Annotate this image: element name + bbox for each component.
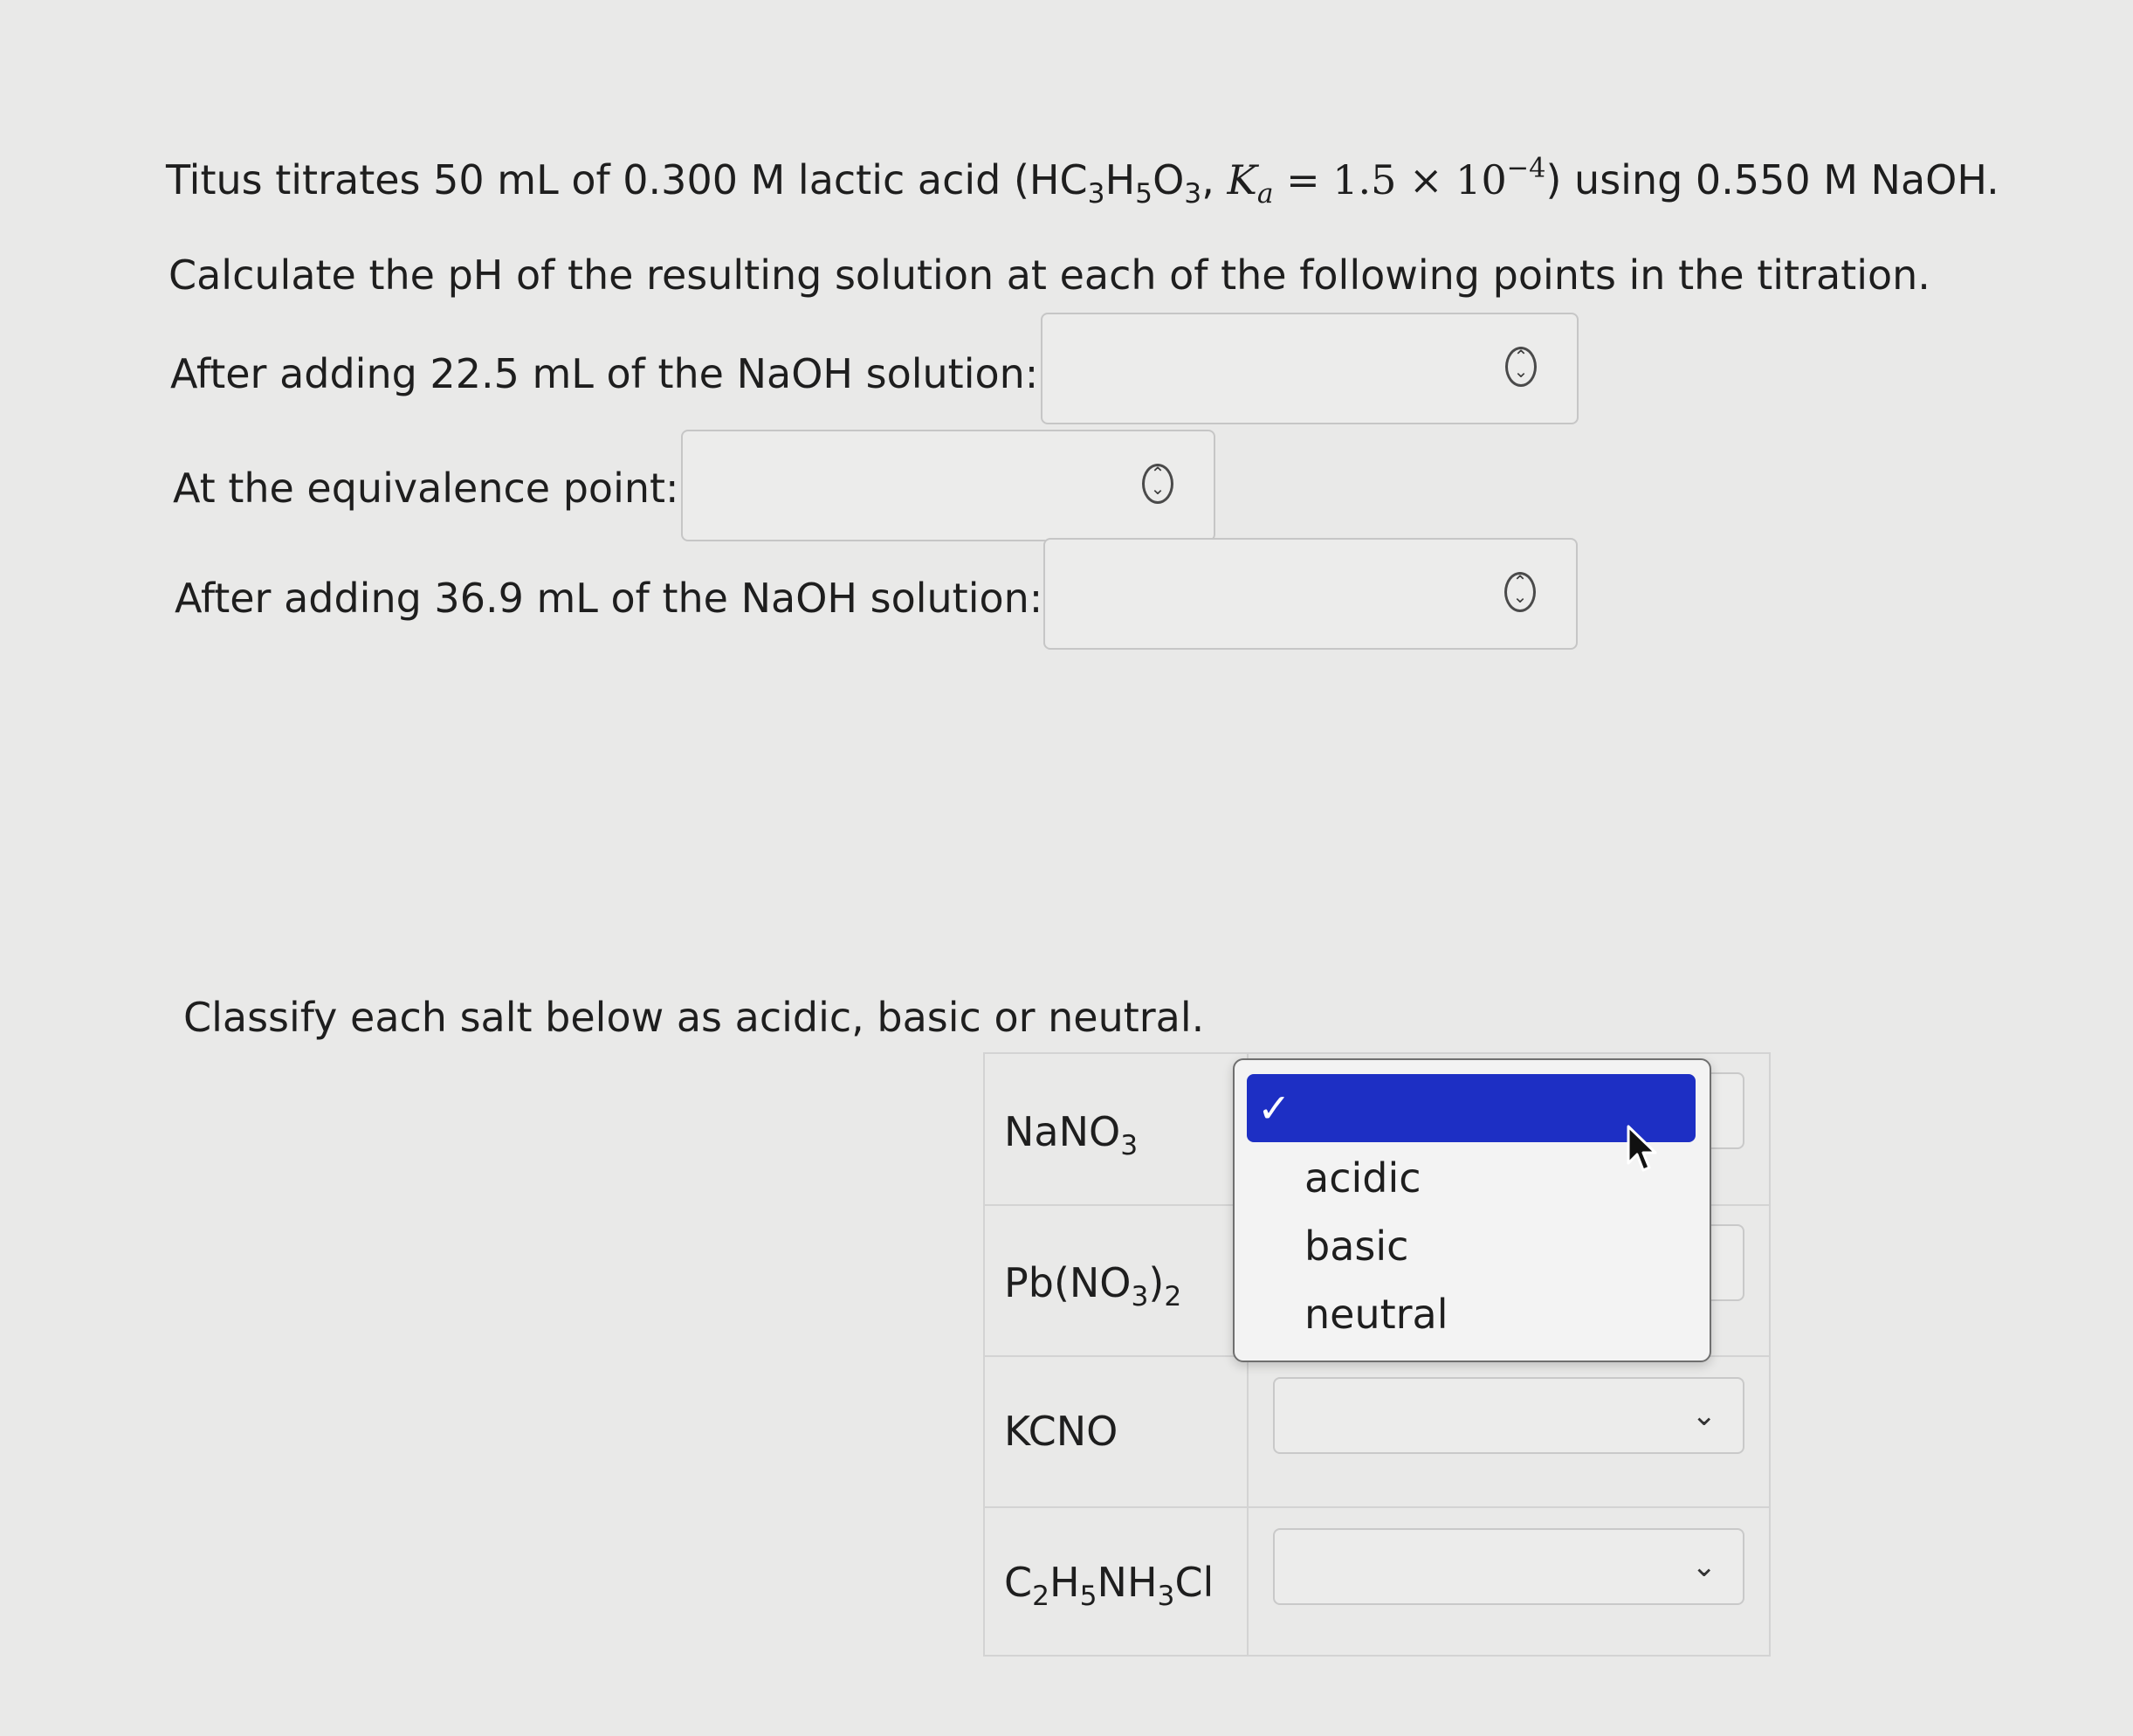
dropdown-option-neutral[interactable]: neutral [1304, 1291, 1448, 1338]
dropdown-option-basic[interactable]: basic [1304, 1223, 1409, 1270]
classification-select-nano3[interactable] [1711, 1072, 1744, 1149]
prompt-after-22-5-ml: After adding 22.5 mL of the NaOH solution: [170, 350, 1039, 397]
mouse-pointer-icon [1626, 1125, 1661, 1175]
salt-text: Cl [1174, 1559, 1214, 1606]
line1-sub3: 3 [1184, 178, 1202, 210]
line1-sub2: 5 [1135, 178, 1153, 210]
salt-subscript: 2 [1032, 1581, 1050, 1612]
line1-prefix: Titus titrates 50 mL of 0.300 M lactic acid (HC [166, 156, 1088, 203]
classification-select-c2h5nh3cl[interactable] [1273, 1528, 1744, 1605]
chevron-down-icon: ⌄ [1691, 1549, 1717, 1584]
ph-input-2[interactable] [681, 430, 1215, 541]
salt-text: H [1049, 1559, 1080, 1606]
classify-instruction: Classify each salt below as acidic, basic or neutral. [183, 994, 1205, 1041]
salt-subscript: 2 [1164, 1281, 1182, 1312]
question-line-2: Calculate the pH of the resulting solution at each of the following points in the titration. [169, 251, 1930, 299]
salt-subscript: 5 [1079, 1581, 1097, 1612]
salt-text: ) [1148, 1259, 1165, 1306]
classification-select-kcno[interactable] [1273, 1377, 1744, 1454]
salt-text: NaNO [1004, 1108, 1121, 1155]
question-line-1 [166, 153, 1999, 210]
table-row-divider [985, 1506, 1769, 1508]
classification-dropdown-menu [1233, 1058, 1711, 1362]
ph-input-1[interactable] [1041, 313, 1579, 424]
ka-exponent: −4 [1506, 153, 1546, 184]
salt-text: Pb(NO [1004, 1259, 1132, 1306]
line1-sub1: 3 [1087, 178, 1105, 210]
classification-select-pb-no3-2[interactable] [1711, 1224, 1744, 1301]
ka-symbol: K [1227, 156, 1257, 203]
salt-nano3 [1004, 1108, 1139, 1161]
prompt-after-36-9-ml: After adding 36.9 mL of the NaOH solution: [175, 575, 1043, 622]
stepper-icon[interactable]: ⌃ ⌄ [1504, 572, 1536, 612]
salt-text: NH [1097, 1559, 1158, 1606]
salt-subscript: 3 [1157, 1581, 1175, 1612]
salt-subscript: 3 [1120, 1130, 1139, 1161]
salt-subscript: 3 [1131, 1281, 1149, 1312]
line1-mid1: H [1104, 156, 1136, 203]
dropdown-option-acidic[interactable]: acidic [1304, 1154, 1421, 1202]
ka-subscript: a [1256, 178, 1274, 210]
salt-pb-no3-2 [1004, 1259, 1182, 1312]
stepper-icon[interactable]: ⌃ ⌄ [1142, 464, 1173, 504]
salt-text: C [1004, 1559, 1033, 1606]
salt-kcno [1004, 1408, 1118, 1455]
checkmark-icon: ✓ [1257, 1085, 1291, 1132]
ph-input-3[interactable] [1043, 538, 1578, 650]
salt-text: KCNO [1004, 1408, 1118, 1455]
line1-comma: , [1201, 156, 1228, 203]
salt-c2h5nh3cl [1004, 1559, 1214, 1612]
line1-mid2: O [1153, 156, 1185, 203]
stepper-icon[interactable]: ⌃ ⌄ [1505, 347, 1537, 387]
prompt-equivalence-point: At the equivalence point: [173, 465, 679, 512]
ka-value: = 1.5 × 10 [1273, 156, 1507, 203]
chevron-down-icon: ⌄ [1691, 1398, 1717, 1433]
line1-suffix: ) using 0.550 M NaOH. [1545, 156, 1999, 203]
